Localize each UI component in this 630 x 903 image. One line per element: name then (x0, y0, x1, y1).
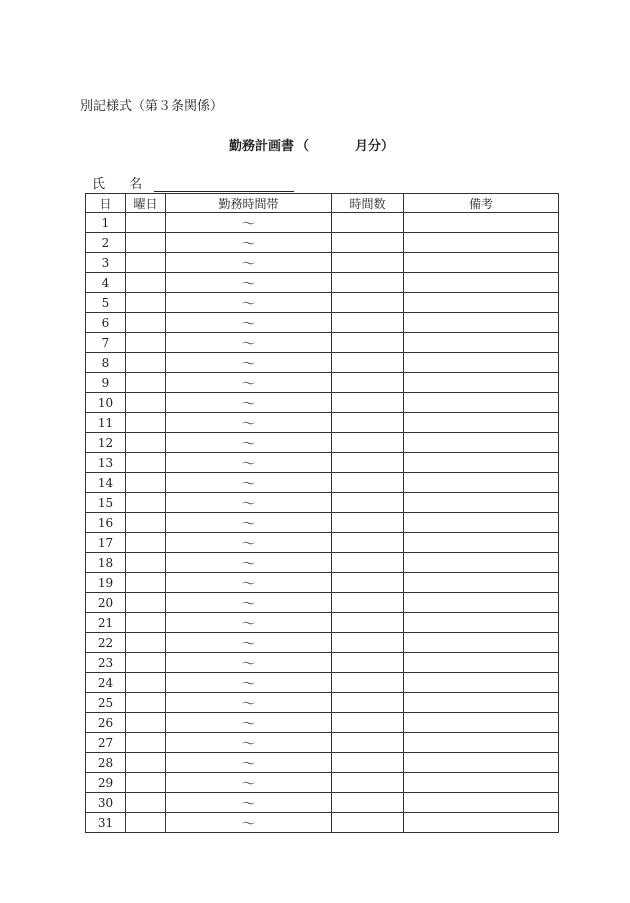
remarks-cell[interactable] (404, 573, 559, 593)
table-row (86, 573, 559, 593)
day-cell: 27 (86, 733, 126, 753)
remarks-cell[interactable] (404, 633, 559, 653)
table-row (86, 553, 559, 573)
hour-count-cell[interactable] (332, 813, 404, 833)
remarks-cell[interactable] (404, 613, 559, 633)
table-row (86, 593, 559, 613)
weekday-cell[interactable] (126, 293, 166, 313)
day-cell: 19 (86, 573, 126, 593)
day-cell: 30 (86, 793, 126, 813)
hour-count-cell[interactable] (332, 633, 404, 653)
remarks-cell[interactable] (404, 393, 559, 413)
remarks-cell[interactable] (404, 333, 559, 353)
hour-count-cell[interactable] (332, 573, 404, 593)
weekday-cell[interactable] (126, 653, 166, 673)
remarks-cell[interactable] (404, 493, 559, 513)
hour-count-cell[interactable] (332, 593, 404, 613)
table-row (86, 333, 559, 353)
work-hours-cell[interactable]: ～ (166, 313, 332, 333)
remarks-cell[interactable] (404, 253, 559, 273)
work-hours-cell[interactable]: ～ (166, 273, 332, 293)
weekday-cell[interactable] (126, 813, 166, 833)
work-hours-cell[interactable]: ～ (166, 233, 332, 253)
header-remarks: 備考 (404, 194, 559, 213)
table-row (86, 233, 559, 253)
hour-count-cell[interactable] (332, 553, 404, 573)
weekday-cell[interactable] (126, 493, 166, 513)
work-hours-cell[interactable]: ～ (166, 593, 332, 613)
hour-count-cell[interactable] (332, 533, 404, 553)
day-cell: 20 (86, 593, 126, 613)
remarks-cell[interactable] (404, 733, 559, 753)
hour-count-cell[interactable] (332, 693, 404, 713)
table-body (86, 213, 559, 833)
day-cell: 13 (86, 453, 126, 473)
day-cell: 4 (86, 273, 126, 293)
hour-count-cell[interactable] (332, 613, 404, 633)
hour-count-cell[interactable] (332, 293, 404, 313)
remarks-cell[interactable] (404, 673, 559, 693)
remarks-cell[interactable] (404, 313, 559, 333)
remarks-cell[interactable] (404, 473, 559, 493)
weekday-cell[interactable] (126, 393, 166, 413)
remarks-cell[interactable] (404, 593, 559, 613)
hour-count-cell[interactable] (332, 793, 404, 813)
table-row (86, 713, 559, 733)
work-hours-cell[interactable]: ～ (166, 733, 332, 753)
work-hours-cell[interactable]: ～ (166, 353, 332, 373)
day-cell: 10 (86, 393, 126, 413)
remarks-cell[interactable] (404, 413, 559, 433)
hour-count-cell[interactable] (332, 733, 404, 753)
work-hours-cell[interactable]: ～ (166, 553, 332, 573)
day-cell: 9 (86, 373, 126, 393)
table-row (86, 373, 559, 393)
table-row (86, 433, 559, 453)
day-cell: 7 (86, 333, 126, 353)
hour-count-cell[interactable] (332, 773, 404, 793)
table-row (86, 633, 559, 653)
weekday-cell[interactable] (126, 513, 166, 533)
header-day: 日 (86, 194, 126, 213)
hour-count-cell[interactable] (332, 753, 404, 773)
day-cell: 25 (86, 693, 126, 713)
day-cell: 31 (86, 813, 126, 833)
remarks-cell[interactable] (404, 233, 559, 253)
day-cell: 8 (86, 353, 126, 373)
table-row (86, 733, 559, 753)
work-hours-cell[interactable]: ～ (166, 633, 332, 653)
day-cell: 17 (86, 533, 126, 553)
document-title (229, 135, 394, 154)
day-cell: 24 (86, 673, 126, 693)
weekday-cell[interactable] (126, 213, 166, 233)
table-row (86, 453, 559, 473)
table-row (86, 293, 559, 313)
name-label: 氏 名 (92, 177, 153, 192)
weekday-cell[interactable] (126, 233, 166, 253)
day-cell: 3 (86, 253, 126, 273)
remarks-cell[interactable] (404, 813, 559, 833)
weekday-cell[interactable] (126, 693, 166, 713)
remarks-cell[interactable] (404, 293, 559, 313)
title-month-suffix: 月分） (355, 139, 395, 154)
weekday-cell[interactable] (126, 633, 166, 653)
remarks-cell[interactable] (404, 653, 559, 673)
table-row (86, 493, 559, 513)
weekday-cell[interactable] (126, 313, 166, 333)
work-hours-cell[interactable]: ～ (166, 673, 332, 693)
remarks-cell[interactable] (404, 373, 559, 393)
day-cell: 12 (86, 433, 126, 453)
form-style-label: 別記様式（第３条関係） (80, 99, 224, 114)
hour-count-cell[interactable] (332, 353, 404, 373)
table-row (86, 313, 559, 333)
day-cell: 2 (86, 233, 126, 253)
remarks-cell[interactable] (404, 693, 559, 713)
table-row (86, 253, 559, 273)
weekday-cell[interactable] (126, 553, 166, 573)
day-cell: 16 (86, 513, 126, 533)
weekday-cell[interactable] (126, 453, 166, 473)
work-hours-cell[interactable]: ～ (166, 253, 332, 273)
remarks-cell[interactable] (404, 353, 559, 373)
table-row (86, 393, 559, 413)
hour-count-cell[interactable] (332, 473, 404, 493)
remarks-cell[interactable] (404, 753, 559, 773)
work-hours-cell[interactable]: ～ (166, 613, 332, 633)
weekday-cell[interactable] (126, 473, 166, 493)
day-cell: 14 (86, 473, 126, 493)
work-hours-cell[interactable]: ～ (166, 773, 332, 793)
table-row (86, 213, 559, 233)
table-row (86, 613, 559, 633)
hour-count-cell[interactable] (332, 453, 404, 473)
name-fill-line (154, 177, 294, 192)
work-hours-cell[interactable]: ～ (166, 473, 332, 493)
header-hour-count: 時間数 (332, 194, 404, 213)
day-cell: 11 (86, 413, 126, 433)
header-work-hours: 勤務時間帯 (166, 194, 332, 213)
hour-count-cell[interactable] (332, 513, 404, 533)
hour-count-cell[interactable] (332, 373, 404, 393)
weekday-cell[interactable] (126, 573, 166, 593)
work-hours-cell[interactable]: ～ (166, 453, 332, 473)
hour-count-cell[interactable] (332, 433, 404, 453)
work-hours-cell[interactable]: ～ (166, 213, 332, 233)
work-hours-cell[interactable]: ～ (166, 813, 332, 833)
remarks-cell[interactable] (404, 533, 559, 553)
weekday-cell[interactable] (126, 353, 166, 373)
remarks-cell[interactable] (404, 513, 559, 533)
weekday-cell[interactable] (126, 773, 166, 793)
hour-count-cell[interactable] (332, 253, 404, 273)
hour-count-cell[interactable] (332, 413, 404, 433)
weekday-cell[interactable] (126, 673, 166, 693)
day-cell: 28 (86, 753, 126, 773)
remarks-cell[interactable] (404, 273, 559, 293)
hour-count-cell[interactable] (332, 273, 404, 293)
table-row (86, 773, 559, 793)
work-hours-cell[interactable]: ～ (166, 573, 332, 593)
work-hours-cell[interactable]: ～ (166, 533, 332, 553)
hour-count-cell[interactable] (332, 493, 404, 513)
work-hours-cell[interactable]: ～ (166, 513, 332, 533)
work-hours-cell[interactable]: ～ (166, 713, 332, 733)
day-cell: 22 (86, 633, 126, 653)
table-row (86, 273, 559, 293)
remarks-cell[interactable] (404, 433, 559, 453)
remarks-cell[interactable] (404, 453, 559, 473)
work-hours-cell[interactable]: ～ (166, 433, 332, 453)
table-row (86, 793, 559, 813)
weekday-cell[interactable] (126, 273, 166, 293)
day-cell: 29 (86, 773, 126, 793)
work-hours-cell[interactable]: ～ (166, 373, 332, 393)
weekday-cell[interactable] (126, 333, 166, 353)
day-cell: 26 (86, 713, 126, 733)
hour-count-cell[interactable] (332, 713, 404, 733)
weekday-cell[interactable] (126, 713, 166, 733)
work-hours-cell[interactable]: ～ (166, 493, 332, 513)
weekday-cell[interactable] (126, 733, 166, 753)
remarks-cell[interactable] (404, 713, 559, 733)
work-hours-cell[interactable]: ～ (166, 293, 332, 313)
work-hours-cell[interactable]: ～ (166, 793, 332, 813)
table-row (86, 673, 559, 693)
name-row (92, 173, 294, 192)
day-cell: 21 (86, 613, 126, 633)
table-row (86, 353, 559, 373)
weekday-cell[interactable] (126, 613, 166, 633)
title-main: 勤務計画書 (229, 139, 295, 154)
hour-count-cell[interactable] (332, 333, 404, 353)
hour-count-cell[interactable] (332, 393, 404, 413)
work-hours-cell[interactable]: ～ (166, 333, 332, 353)
weekday-cell[interactable] (126, 593, 166, 613)
table-row (86, 653, 559, 673)
hour-count-cell[interactable] (332, 233, 404, 253)
work-hours-cell[interactable]: ～ (166, 393, 332, 413)
day-cell: 6 (86, 313, 126, 333)
day-cell: 23 (86, 653, 126, 673)
work-hours-cell[interactable]: ～ (166, 753, 332, 773)
table-row (86, 753, 559, 773)
table-row (86, 473, 559, 493)
remarks-cell[interactable] (404, 773, 559, 793)
table-row (86, 693, 559, 713)
remarks-cell[interactable] (404, 793, 559, 813)
work-hours-cell[interactable]: ～ (166, 653, 332, 673)
weekday-cell[interactable] (126, 373, 166, 393)
day-cell: 5 (86, 293, 126, 313)
table-row (86, 813, 559, 833)
title-paren-open: （ (296, 139, 310, 154)
table-row (86, 513, 559, 533)
table-row (86, 413, 559, 433)
weekday-cell[interactable] (126, 433, 166, 453)
day-cell: 15 (86, 493, 126, 513)
weekday-cell[interactable] (126, 253, 166, 273)
remarks-cell[interactable] (404, 553, 559, 573)
day-cell: 1 (86, 213, 126, 233)
weekday-cell[interactable] (126, 533, 166, 553)
weekday-cell[interactable] (126, 413, 166, 433)
hour-count-cell[interactable] (332, 673, 404, 693)
hour-count-cell[interactable] (332, 213, 404, 233)
day-cell: 18 (86, 553, 126, 573)
hour-count-cell[interactable] (332, 653, 404, 673)
table-header-row (86, 194, 559, 213)
work-schedule-table (85, 193, 559, 833)
table-row (86, 533, 559, 553)
hour-count-cell[interactable] (332, 313, 404, 333)
work-hours-cell[interactable]: ～ (166, 413, 332, 433)
weekday-cell[interactable] (126, 793, 166, 813)
remarks-cell[interactable] (404, 213, 559, 233)
header-weekday: 曜日 (126, 194, 166, 213)
weekday-cell[interactable] (126, 753, 166, 773)
work-hours-cell[interactable]: ～ (166, 693, 332, 713)
